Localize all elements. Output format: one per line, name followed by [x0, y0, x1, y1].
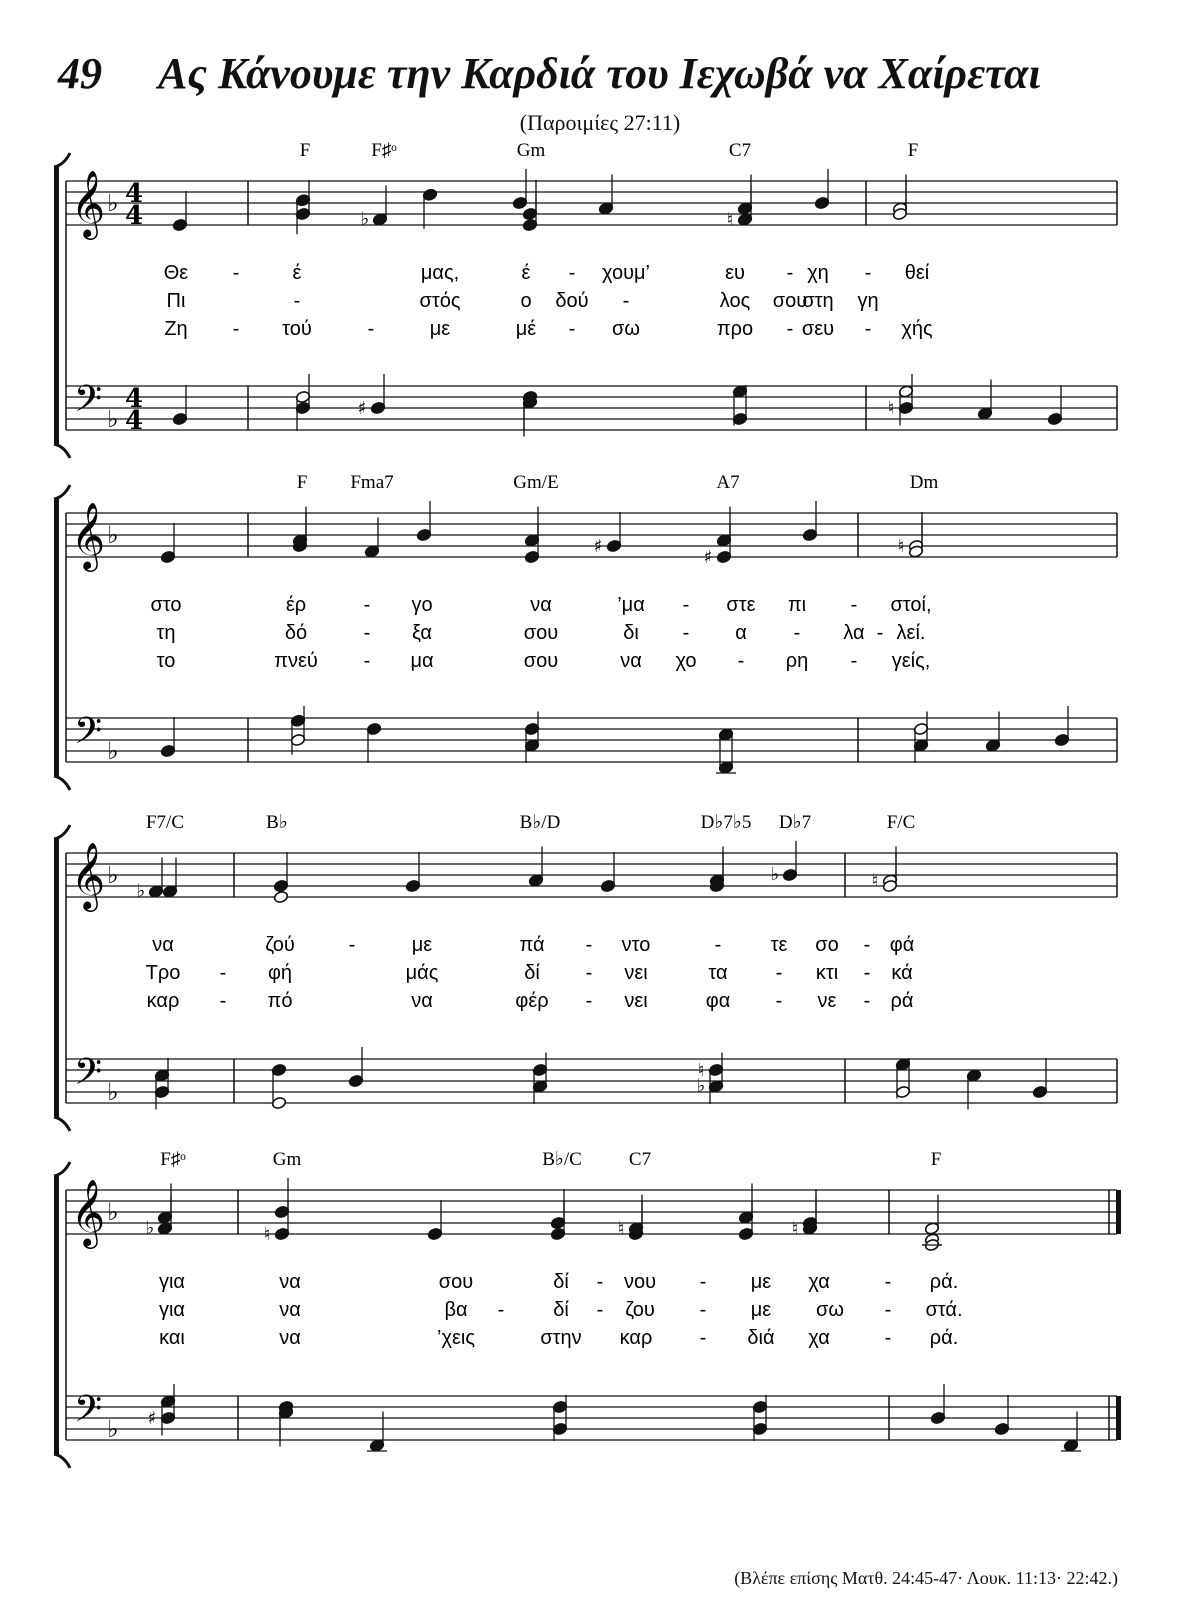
sharp-accidental-icon: ♯: [147, 1408, 157, 1429]
lyric-syllable: ευ: [725, 262, 745, 284]
lyric-syllable: -: [884, 1299, 892, 1321]
chord-symbol: F: [907, 140, 919, 161]
lyric-syllable: τα: [708, 962, 728, 984]
lyric-syllable: γη: [857, 290, 879, 312]
lyric-syllable: στη: [802, 290, 834, 312]
lyric-syllable: χα: [808, 1327, 830, 1349]
final-bar-line: [1116, 1190, 1121, 1234]
system-bracket: [54, 167, 59, 444]
lyric-syllable: βα: [444, 1299, 468, 1321]
lyric-syllable: -: [585, 934, 593, 956]
lyric-syllable: στε: [726, 594, 756, 616]
bracket-bottom-hook: [54, 444, 70, 458]
key-signature-flat-icon: ♭: [107, 189, 119, 217]
lyric-syllable: λα: [843, 622, 865, 644]
lyric-syllable: -: [850, 594, 858, 616]
lyric-syllable: θεί: [904, 262, 930, 284]
lyric-syllable: -: [348, 934, 356, 956]
lyric-syllable: Πι: [166, 290, 186, 312]
lyric-syllable: πι: [787, 594, 807, 616]
lyric-syllable: καρ: [146, 990, 180, 1012]
lyric-syllable: να: [152, 934, 174, 956]
bracket-bottom-hook: [54, 1117, 70, 1131]
flat-accidental-icon: ♭: [360, 208, 370, 230]
lyric-syllable: σω: [816, 1299, 844, 1321]
sharp-accidental-icon: ♯: [593, 536, 603, 557]
natural-accidental-icon: ♮: [726, 209, 734, 231]
chord-symbol: D♭7: [778, 812, 812, 833]
final-bar-line: [1116, 1396, 1121, 1440]
natural-accidental-icon: ♮: [897, 536, 905, 557]
lyric-syllable: -: [363, 594, 371, 616]
chord-symbol: Gm: [272, 1149, 302, 1170]
lyric-syllable: -: [367, 318, 375, 340]
lyric-syllable: ρά.: [929, 1327, 959, 1349]
lyric-syllable: με: [750, 1271, 772, 1293]
natural-accidental-icon: ♮: [263, 1224, 271, 1245]
scripture-reference: (Παροιμίες 27:11): [519, 110, 681, 135]
chord-symbol: F/C: [886, 812, 916, 833]
lyric-syllable: πά: [519, 934, 545, 956]
chord-symbol: Fma7: [350, 472, 394, 493]
lyric-syllable: -: [363, 650, 371, 672]
lyric-syllable: -: [793, 622, 801, 644]
lyric-syllable: ζού: [265, 934, 295, 956]
lyric-syllable: να: [279, 1327, 301, 1349]
lyric-syllable: με: [750, 1299, 772, 1321]
lyric-syllable: -: [786, 318, 794, 340]
lyric-syllable: ζου: [625, 1299, 655, 1321]
lyric-syllable: -: [786, 262, 794, 284]
time-signature-top: 4: [124, 384, 144, 414]
lyric-syllable: -: [775, 990, 783, 1012]
chord-symbol: Dm: [909, 472, 939, 493]
treble-clef-icon: 𝄞: [70, 501, 106, 569]
chord-symbol: F♯ᵒ: [160, 1149, 186, 1170]
lyric-syllable: μάς: [405, 962, 439, 984]
lyric-syllable: να: [411, 990, 433, 1012]
chord-symbol: F: [930, 1149, 942, 1170]
lyric-syllable: φά: [889, 934, 915, 956]
lyric-syllable: ντο: [621, 934, 651, 956]
lyric-syllable: -: [497, 1299, 505, 1321]
time-signature-bottom: 4: [124, 201, 144, 231]
lyric-syllable: σου: [438, 1271, 474, 1293]
lyric-syllable: λος: [719, 290, 751, 312]
lyric-syllable: να: [279, 1299, 301, 1321]
lyric-syllable: -: [682, 594, 690, 616]
song-title: Ας Κάνουμε την Καρδιά του Ιεχωβά να Χαίρεται: [158, 49, 1041, 98]
treble-clef-icon: 𝄞: [70, 1178, 106, 1246]
lyric-syllable: φή: [267, 962, 293, 984]
cross-reference-footnote: (Βλέπε επίσης Ματθ. 24:45-47· Λουκ. 11:13· 22:42.): [734, 1568, 1118, 1588]
system-4: [54, 1149, 1121, 1468]
system-bracket: [54, 839, 59, 1117]
lyric-syllable: ρά.: [929, 1271, 959, 1293]
treble-note: [273, 890, 288, 903]
lyric-syllable: -: [363, 622, 371, 644]
lyric-syllable: τε: [770, 934, 788, 956]
lyric-syllable: -: [568, 262, 576, 284]
time-signature-top: 4: [124, 179, 144, 209]
bracket-top-hook: [54, 1162, 70, 1176]
lyric-syllable: έρ: [285, 594, 307, 616]
lyric-syllable: λεί.: [896, 622, 926, 644]
key-signature-flat-icon: ♭: [107, 861, 119, 889]
lyric-syllable: -: [884, 1271, 892, 1293]
lyric-syllable: μα: [410, 650, 434, 672]
lyric-syllable: δί: [524, 962, 540, 984]
lyric-syllable: νει: [624, 990, 648, 1012]
lyric-syllable: ’μα: [617, 594, 645, 616]
lyric-syllable: νου: [623, 1271, 657, 1293]
key-signature-flat-icon: ♭: [107, 405, 119, 433]
lyric-syllable: -: [863, 990, 871, 1012]
chord-symbol: F7/C: [145, 812, 185, 833]
bass-clef-icon: 𝄢: [73, 1388, 103, 1439]
lyric-syllable: για: [158, 1271, 186, 1293]
natural-accidental-icon: ♮: [791, 1218, 799, 1240]
lyric-syllable: τη: [156, 622, 176, 644]
lyric-syllable: -: [585, 962, 593, 984]
lyric-syllable: πό: [267, 990, 293, 1012]
chord-symbol: B♭/C: [542, 1149, 582, 1170]
lyric-syllable: νει: [624, 962, 648, 984]
lyric-syllable: -: [585, 990, 593, 1012]
lyric-syllable: ξα: [412, 622, 432, 644]
lyric-syllable: μέ: [515, 318, 537, 340]
lyric-syllable: φέρ: [515, 990, 549, 1012]
lyric-syllable: -: [863, 934, 871, 956]
lyric-syllable: -: [699, 1299, 707, 1321]
lyric-syllable: στοί,: [890, 594, 932, 616]
key-signature-flat-icon: ♭: [107, 521, 119, 549]
lyric-syllable: χη: [807, 262, 829, 284]
lyric-syllable: α: [735, 622, 747, 644]
bracket-top-hook: [54, 485, 70, 499]
lyric-syllable: δι: [623, 622, 639, 644]
lyric-syllable: στο: [150, 594, 182, 616]
lyric-syllable: για: [158, 1299, 186, 1321]
lyric-syllable: να: [279, 1271, 301, 1293]
lyric-syllable: σευ: [801, 318, 835, 340]
lyric-syllable: ρά: [890, 990, 914, 1012]
lyric-syllable: καρ: [619, 1327, 653, 1349]
system-2: [54, 472, 1117, 790]
lyric-syllable: διά: [747, 1327, 775, 1349]
bass-clef-icon: 𝄢: [73, 378, 103, 429]
lyric-syllable: -: [850, 650, 858, 672]
lyric-syllable: ’χεις: [437, 1327, 475, 1349]
chord-symbol: C7: [628, 1149, 652, 1170]
lyric-syllable: -: [293, 290, 301, 312]
natural-accidental-icon: ♮: [697, 1060, 705, 1081]
lyric-syllable: να: [620, 650, 642, 672]
treble-clef-icon: 𝄞: [70, 169, 106, 237]
chord-symbol: F: [296, 472, 308, 493]
lyric-syllable: δού: [555, 290, 589, 312]
lyric-syllable: στά.: [925, 1299, 963, 1321]
chord-symbol: D♭7♭5: [700, 812, 752, 833]
bracket-top-hook: [54, 825, 70, 839]
natural-accidental-icon: ♮: [887, 398, 895, 419]
bass-clef-icon: 𝄢: [73, 1051, 103, 1102]
lyric-syllable: -: [219, 962, 227, 984]
lyric-syllable: στός: [419, 290, 461, 312]
sharp-accidental-icon: ♯: [703, 547, 713, 568]
lyric-syllable: -: [596, 1299, 604, 1321]
chord-symbol: B♭/D: [519, 812, 561, 833]
key-signature-flat-icon: ♭: [107, 737, 119, 765]
lyric-syllable: κά: [891, 962, 913, 984]
bracket-bottom-hook: [54, 776, 70, 790]
lyric-syllable: -: [622, 290, 630, 312]
lyric-syllable: μας,: [420, 262, 460, 284]
lyric-syllable: γο: [411, 594, 433, 616]
flat-accidental-icon: ♭: [770, 864, 780, 885]
time-signature-bottom: 4: [124, 406, 144, 436]
lyric-syllable: το: [156, 650, 176, 672]
lyric-syllable: Θε: [163, 262, 189, 284]
lyric-syllable: κτι: [815, 962, 839, 984]
chord-symbol: B♭: [266, 812, 288, 833]
lyric-syllable: σω: [612, 318, 640, 340]
lyric-syllable: -: [863, 962, 871, 984]
lyric-syllable: με: [411, 934, 433, 956]
lyric-syllable: χής: [901, 318, 933, 340]
lyric-syllable: χουμ’: [602, 262, 650, 284]
lyric-syllable: έ: [292, 262, 302, 284]
system-1: [54, 140, 1117, 458]
flat-accidental-icon: ♭: [145, 1217, 155, 1239]
system-3: [54, 812, 1117, 1131]
flat-accidental-icon: ♭: [136, 880, 146, 902]
lyric-syllable: -: [232, 262, 240, 284]
system-bracket: [54, 1176, 59, 1454]
system-bracket: [54, 499, 59, 776]
key-signature-flat-icon: ♭: [107, 1078, 119, 1106]
lyric-syllable: να: [530, 594, 552, 616]
lyric-syllable: σου: [772, 290, 808, 312]
lyric-syllable: χο: [675, 650, 697, 672]
lyric-syllable: -: [232, 318, 240, 340]
lyric-syllable: -: [864, 262, 872, 284]
lyric-syllable: -: [699, 1271, 707, 1293]
lyric-syllable: δί: [553, 1299, 569, 1321]
lyric-syllable: -: [568, 318, 576, 340]
lyric-syllable: σου: [523, 622, 559, 644]
lyric-syllable: προ: [716, 318, 754, 340]
lyric-syllable: δό: [284, 622, 308, 644]
lyric-syllable: με: [429, 318, 451, 340]
lyric-syllable: -: [884, 1327, 892, 1349]
lyric-syllable: -: [714, 934, 722, 956]
lyric-syllable: δί: [553, 1271, 569, 1293]
treble-clef-icon: 𝄞: [70, 841, 106, 909]
lyric-syllable: τού: [282, 318, 312, 340]
lyric-syllable: πνεύ: [274, 650, 318, 672]
lyric-syllable: -: [775, 962, 783, 984]
lyric-syllable: σου: [523, 650, 559, 672]
lyric-syllable: έ: [521, 262, 531, 284]
lyric-syllable: Τρο: [145, 962, 181, 984]
chord-symbol: A7: [716, 472, 740, 493]
lyric-syllable: στην: [540, 1327, 582, 1349]
lyric-syllable: -: [864, 318, 872, 340]
chord-symbol: Gm: [516, 140, 546, 161]
lyric-syllable: νε: [817, 990, 837, 1012]
lyric-syllable: ο: [520, 290, 532, 312]
chord-symbol: C7: [728, 140, 752, 161]
lyric-syllable: φα: [705, 990, 731, 1012]
sharp-accidental-icon: ♯: [357, 398, 367, 419]
lyric-syllable: -: [876, 622, 884, 644]
lyric-syllable: ρη: [785, 650, 809, 672]
lyric-syllable: -: [596, 1271, 604, 1293]
key-signature-flat-icon: ♭: [107, 1198, 119, 1226]
chord-symbol: F♯ᵒ: [371, 140, 397, 161]
flat-accidental-icon: ♭: [696, 1075, 706, 1097]
chord-symbol: Gm/E: [513, 472, 559, 493]
bracket-bottom-hook: [54, 1454, 70, 1468]
lyric-syllable: -: [699, 1327, 707, 1349]
lyric-syllable: -: [219, 990, 227, 1012]
lyric-syllable: χα: [808, 1271, 830, 1293]
key-signature-flat-icon: ♭: [107, 1415, 119, 1443]
lyric-syllable: σο: [815, 934, 839, 956]
chord-symbol: F: [299, 140, 311, 161]
natural-accidental-icon: ♮: [617, 1218, 625, 1240]
lyric-syllable: -: [737, 650, 745, 672]
lyric-syllable: γείς,: [891, 650, 931, 672]
lyric-syllable: -: [682, 622, 690, 644]
natural-accidental-icon: ♮: [871, 870, 879, 892]
song-number: 49: [58, 49, 102, 98]
bass-clef-icon: 𝄢: [73, 710, 103, 761]
lyric-syllable: Ζη: [164, 318, 188, 340]
lyric-syllable: και: [159, 1327, 185, 1349]
bracket-top-hook: [54, 153, 70, 167]
